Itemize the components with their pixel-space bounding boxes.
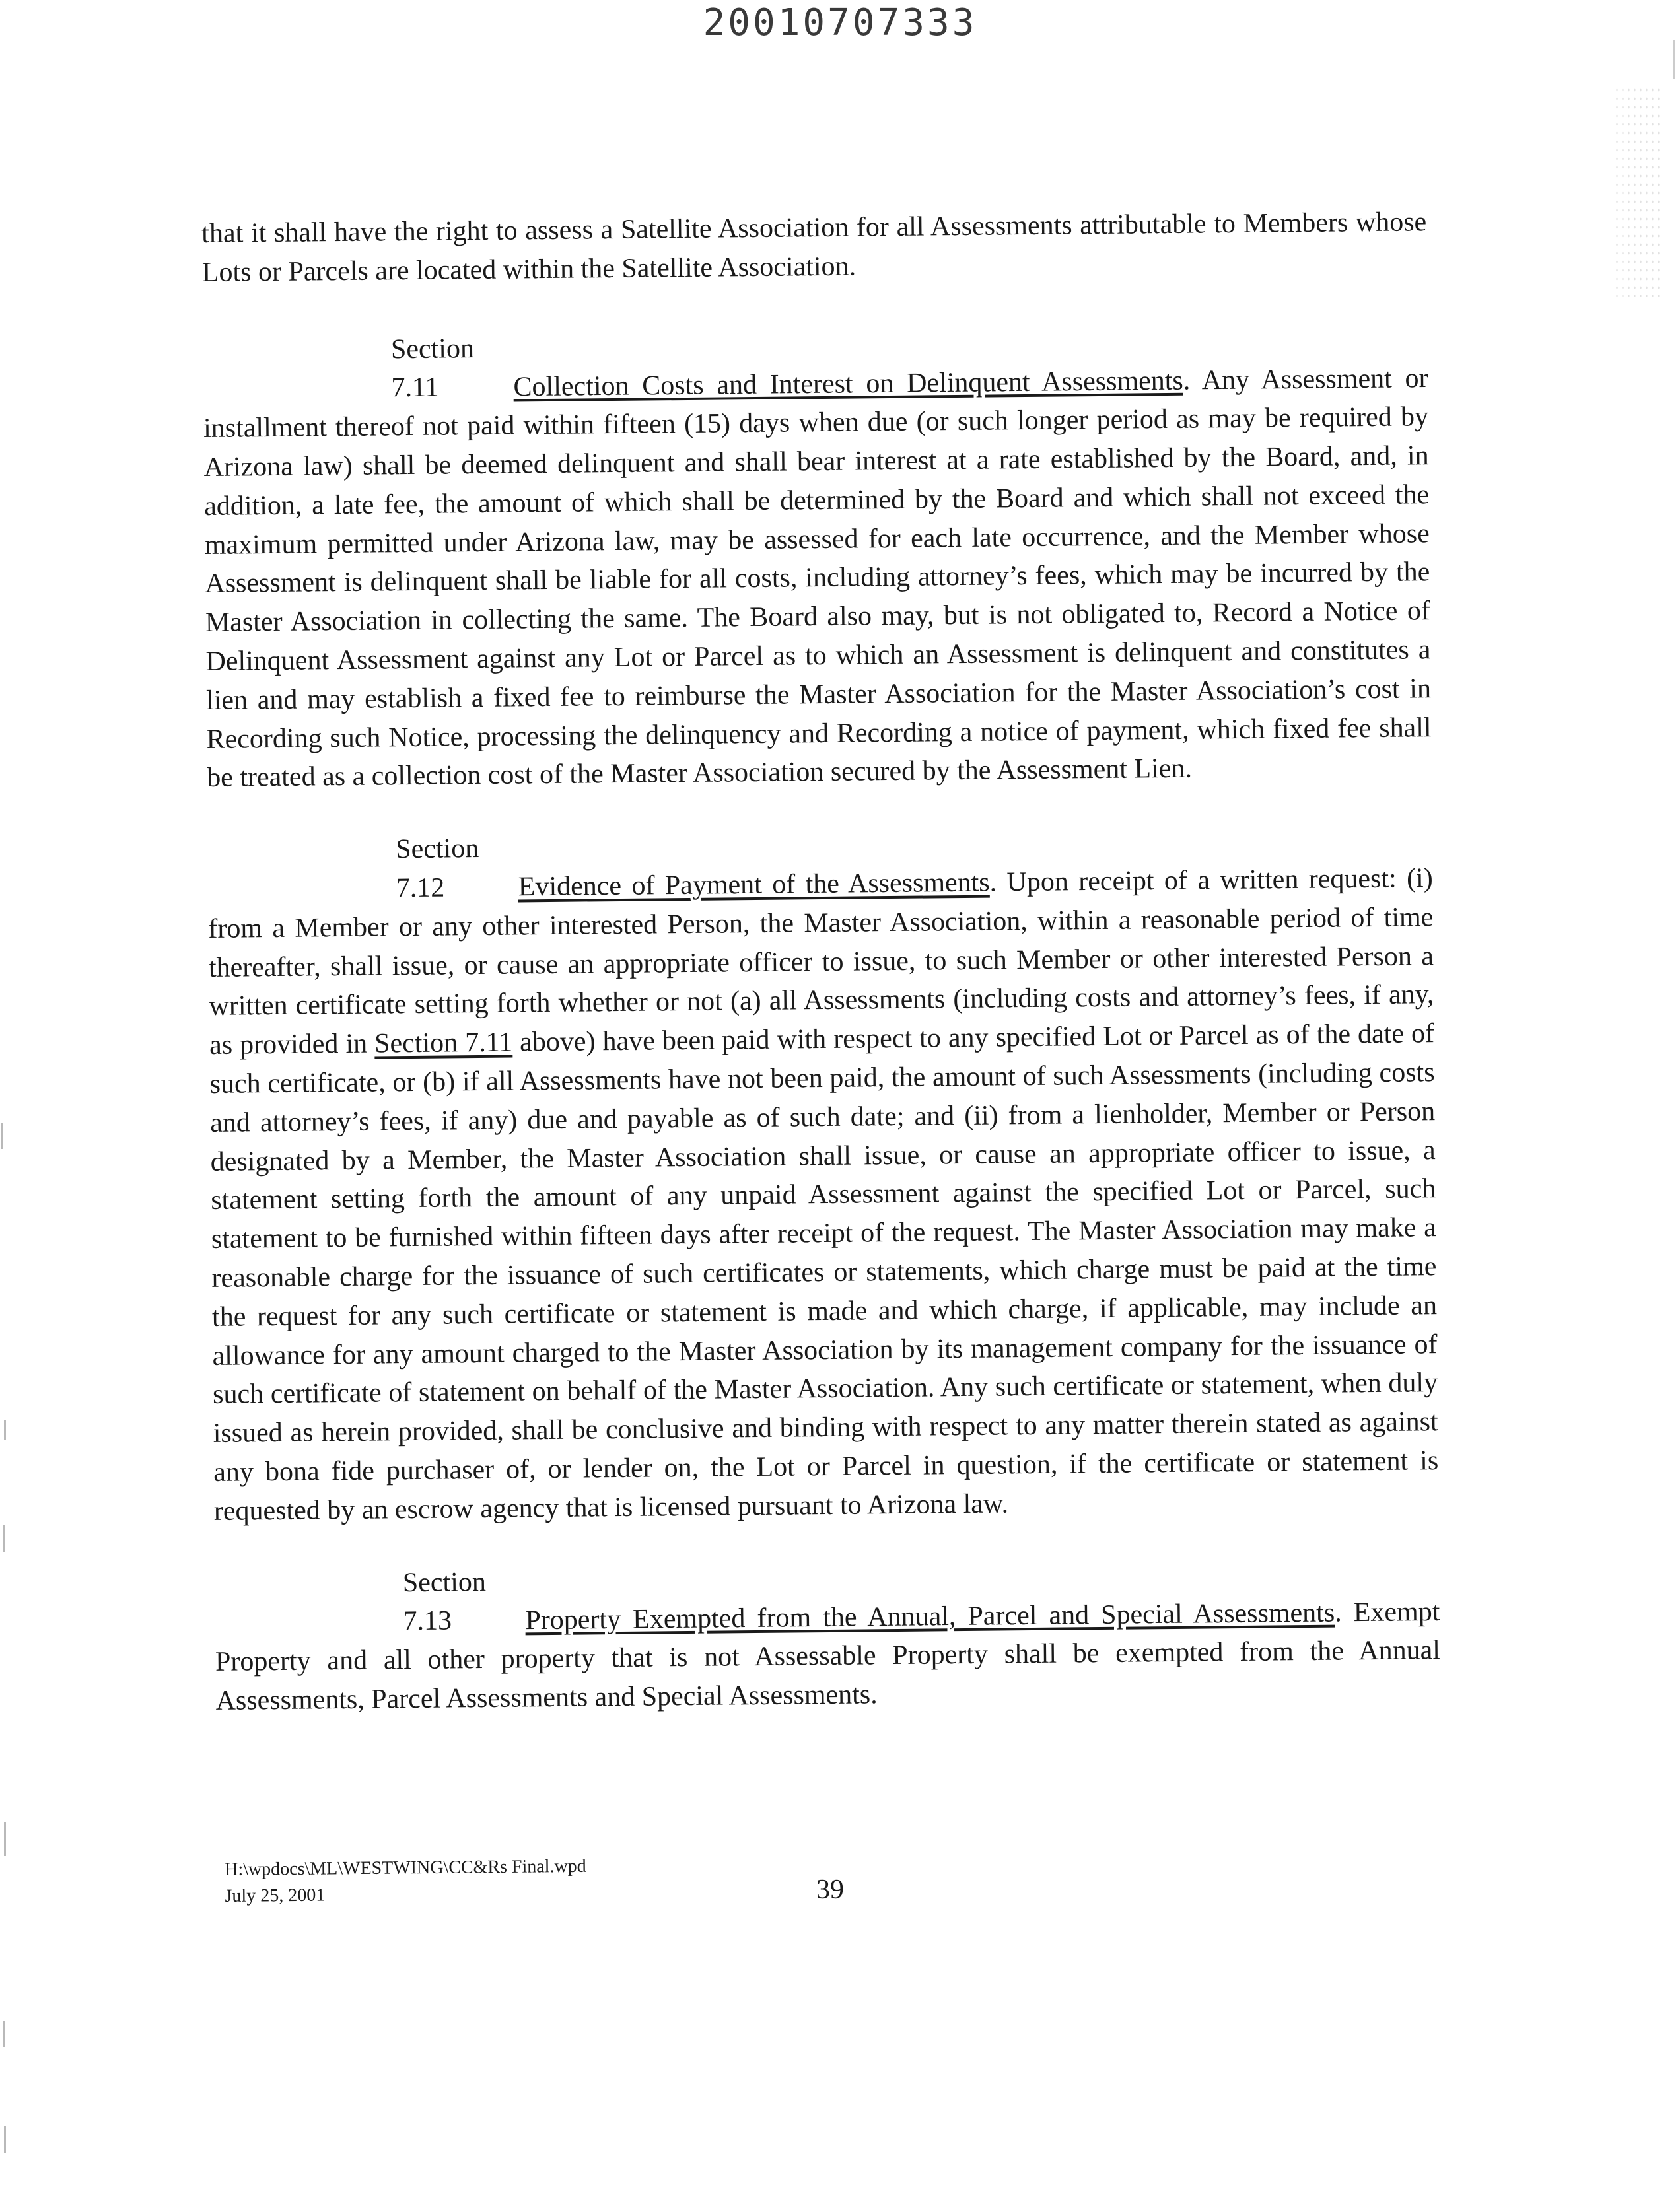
scan-edge-mark <box>1673 40 1675 79</box>
cross-reference: Section 7.11 <box>374 1027 513 1059</box>
paragraph-text: that it shall have the right to assess a Satellite Association for all Assessments attributable to Members whose Lots or Parcels are located within the Satellite Association. <box>201 207 1427 288</box>
section-text: . Exempt Property and all other property that is not Assessable Property shall be exempted from the Annual Assessments, Parcel Assessments and Special Assessments. <box>215 1596 1441 1716</box>
section-title: Collection Costs and Interest on Delinquent Assessments <box>513 365 1183 402</box>
footer-path: H:\wpdocs\ML\WESTWING\CC&Rs Final.wpd <box>225 1856 586 1880</box>
section-7-12 <box>207 820 1439 1531</box>
scan-margin-mark <box>4 1822 6 1856</box>
section-number: Section 7.11 <box>390 333 475 403</box>
scan-margin-mark <box>4 2126 6 2153</box>
scan-margin-mark <box>4 1420 6 1440</box>
footer-date: July 25, 2001 <box>225 1885 326 1906</box>
scan-margin-mark <box>3 2021 5 2047</box>
section-text: . Upon receipt of a written request: (i) from a Member or any other interested Person, the Master Association, within a reasonable period of time thereafter, shall issue, or cause an appropriate officer to issue, to such Member or other interested Person a written certificate setting forth whether or not (a) all Assessments (including costs and attorney’s fees, if any, as provided in <box>208 863 1434 1061</box>
scan-noise <box>1614 86 1660 297</box>
page-number: 39 <box>816 1875 844 1905</box>
scan-margin-mark <box>3 1525 5 1552</box>
section-number: Section 7.12 <box>396 833 479 904</box>
section-7-11 <box>203 320 1432 798</box>
paragraph-continuation <box>201 203 1427 292</box>
recording-number: 20010707333 <box>703 1 977 44</box>
section-text: above) have been paid with respect to any specified Lot or Parcel as of the date of such certificate, or (b) if all Assessments have not been paid, the amount of such Assessments (including costs and attorney’s fees, if any) due and payable as of such date; and (ii) from a lienholder, Member or Person designated by a Member, the Master Association shall issue, or cause an appropriate officer to issue, a statement setting forth the amount of any unpaid Assessment against the specified Lot or Parcel, such statement to be furnished within fifteen days after receipt of the request. The Master Association may make a reasonable charge for the issuance of such certificates or statements, which charge must be paid at the time the request for any such certificate or statement is made and which charge, if applicable, may include an allowance for any amount charged to the Master Association by its management company for the issuance of such certificate of statement on behalf of the Master Association. Any such certificate or statement, when duly issued as herein provided, shall be conclusive and binding with respect to any matter therein stated as against any bona fide purchaser of, or lender on, the Lot or Parcel in question, if the certificate or statement is requested by an escrow agency that is licensed pursuant to Arizona law. <box>209 1018 1439 1527</box>
section-number: Section 7.13 <box>402 1566 487 1637</box>
footer-file-info <box>225 1854 586 1910</box>
section-title: Evidence of Payment of the Assessments <box>518 867 990 903</box>
section-text: . Any Assessment or installment thereof not paid within fifteen (15) days when due (or such longer period as may be required by Arizona law) shall be deemed delinquent and shall bear interest at a rate established by the Board, and, in addition, a late fee, the amount of which shall be determined by the Board and which shall not exceed the maximum permitted under Arizona law, may be assessed for each late occurrence, and the Member whose Assessment is delinquent shall be liable for all costs, including attorney’s fees, which may be incurred by the Master Association in collecting the same. The Board also may, but is not obligated to, Record a Notice of Delinquent Assessment against any Lot or Parcel as to which an Assessment is delinquent and constitutes a lien and may establish a fixed fee to reimburse the Master Association for the Master Association’s cost in Recording such Notice, processing the delinquency and Recording a notice of payment, which fixed fee shall be treated as a collection cost of the Master Association secured by the Assessment Lien. <box>203 363 1432 794</box>
section-7-13 <box>215 1554 1441 1721</box>
scan-margin-mark <box>1 1123 3 1149</box>
section-title: Property Exempted from the Annual, Parcel and Special Assessments <box>525 1597 1335 1636</box>
document-body <box>201 203 1441 1754</box>
